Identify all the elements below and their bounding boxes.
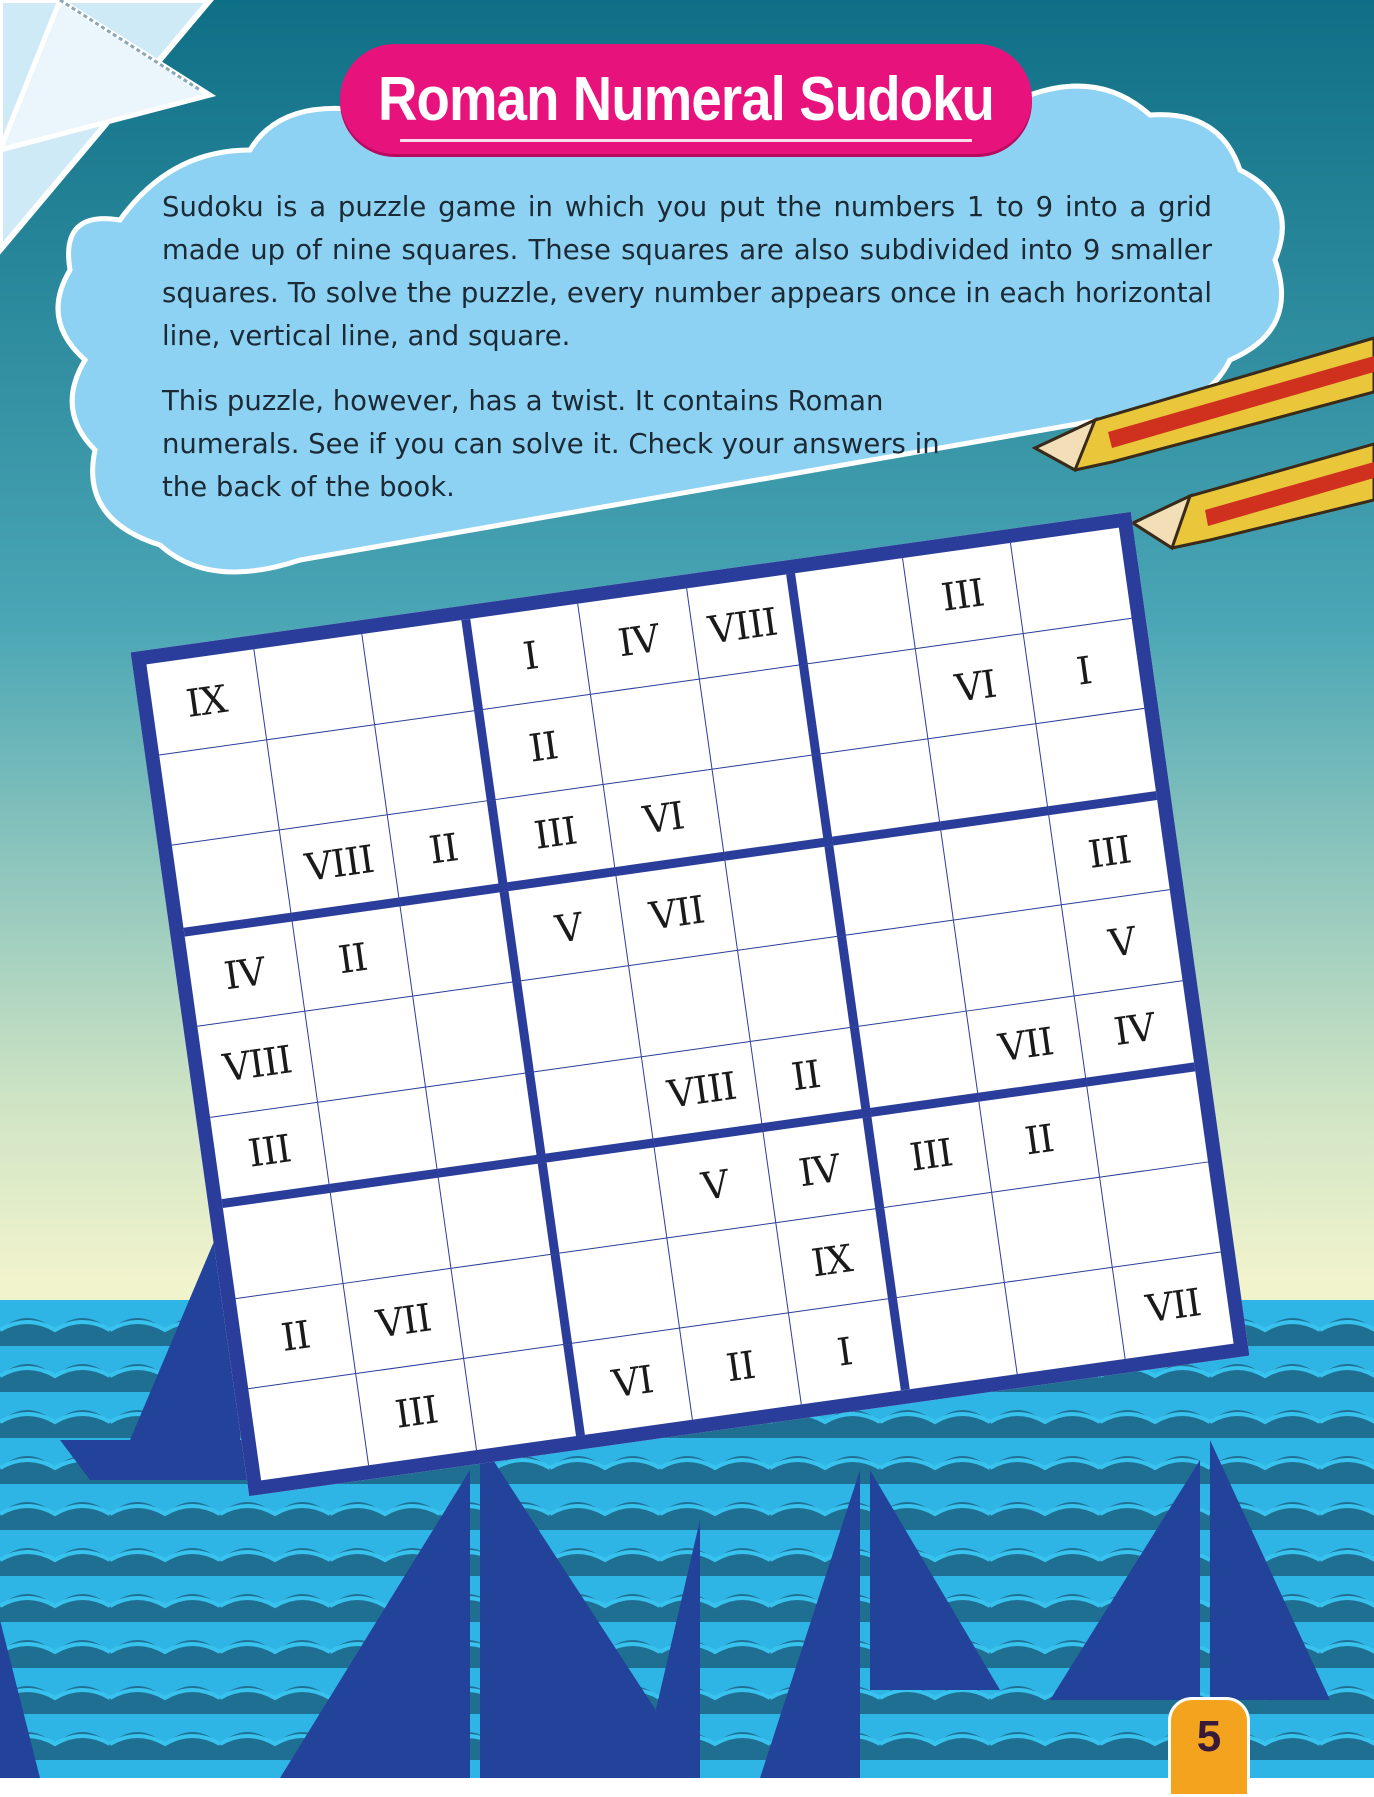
sudoku-cell[interactable] — [401, 891, 522, 997]
sudoku-cell[interactable] — [725, 845, 846, 951]
sudoku-cell: V — [655, 1132, 776, 1238]
sudoku-cell[interactable] — [375, 709, 496, 815]
sudoku-cell[interactable] — [305, 997, 426, 1103]
sudoku-cell: IX — [776, 1208, 897, 1314]
sudoku-cell[interactable] — [795, 558, 916, 664]
sudoku-cell: IX — [146, 649, 267, 755]
sudoku-cell[interactable] — [897, 1283, 1018, 1389]
sudoku-cell[interactable] — [534, 1057, 655, 1163]
sudoku-cell[interactable] — [560, 1238, 681, 1344]
sudoku-cell: II — [681, 1314, 802, 1420]
sudoku-cell: II — [388, 800, 509, 906]
sudoku-cell: VII — [344, 1269, 465, 1375]
sudoku-cell[interactable] — [846, 921, 967, 1027]
page-number-tab — [1168, 1697, 1250, 1797]
sudoku-cell: II — [483, 694, 604, 800]
sudoku-cell: VII — [617, 860, 738, 966]
sudoku-cell[interactable] — [248, 1374, 369, 1480]
sudoku-cell: VII — [966, 996, 1087, 1102]
sudoku-cell: VI — [573, 1329, 694, 1435]
sudoku-cell[interactable] — [699, 664, 820, 770]
sudoku-cell[interactable] — [254, 634, 375, 740]
sudoku-cell: II — [293, 906, 414, 1012]
sudoku-cell[interactable] — [159, 740, 280, 846]
sudoku-cell: I — [471, 604, 592, 710]
page-number: 5 — [1196, 1712, 1222, 1761]
sudoku-cell: IV — [763, 1117, 884, 1223]
sudoku-cell: VIII — [642, 1042, 763, 1148]
sudoku-cell[interactable] — [1100, 1162, 1221, 1268]
sudoku-cell: III — [1049, 800, 1170, 906]
sudoku-cell[interactable] — [941, 815, 1062, 921]
sudoku-cell[interactable] — [464, 1344, 585, 1450]
sudoku-cell[interactable] — [1087, 1072, 1208, 1178]
sudoku-cell: II — [236, 1284, 357, 1390]
sudoku-cell: III — [871, 1102, 992, 1208]
sudoku-cell: IV — [185, 921, 306, 1027]
sudoku-cell[interactable] — [223, 1193, 344, 1299]
sudoku-cell: VIII — [280, 815, 401, 921]
sudoku-cell: IV — [579, 588, 700, 694]
sudoku-cell[interactable] — [858, 1011, 979, 1117]
sudoku-cell[interactable] — [807, 649, 928, 755]
sudoku-cell: V — [1062, 890, 1183, 996]
sudoku-cell[interactable] — [954, 906, 1075, 1012]
sudoku-cell: III — [496, 785, 617, 891]
sudoku-cell[interactable] — [820, 739, 941, 845]
sudoku-cell[interactable] — [439, 1163, 560, 1269]
sudoku-grid — [131, 512, 1250, 1496]
sudoku-cell[interactable] — [318, 1087, 439, 1193]
sudoku-cell: VIII — [197, 1012, 318, 1118]
instructions-paragraph: Sudoku is a puzzle game in which you put the numbers 1 to 9 into a grid made up of nine squares. These squares are also subdivided into 9 smaller squares. To solve the puzzle, every number appears once in each horizontal line, vertical line, and square. — [162, 191, 1212, 352]
sudoku-cell[interactable] — [547, 1148, 668, 1254]
sudoku-cell: I — [789, 1299, 910, 1405]
sudoku-cell[interactable] — [426, 1072, 547, 1178]
sudoku-cell[interactable] — [331, 1178, 452, 1284]
sudoku-cell[interactable] — [992, 1178, 1113, 1284]
sudoku-cell: II — [750, 1027, 871, 1133]
sudoku-cell: IV — [1075, 981, 1196, 1087]
sudoku-cell[interactable] — [668, 1223, 789, 1329]
sudoku-cell: VIII — [687, 573, 808, 679]
sudoku-cell[interactable] — [522, 966, 643, 1072]
sudoku-cell[interactable] — [414, 981, 535, 1087]
sudoku-cell: III — [356, 1359, 477, 1465]
sudoku-cell: V — [509, 876, 630, 982]
sudoku-cell: III — [903, 543, 1024, 649]
title-banner — [340, 44, 1032, 154]
instructions-paragraph: This puzzle, however, has a twist. It contains Roman numerals. See if you can solve it. Check your answers in the back of the book. — [162, 385, 940, 503]
sudoku-cell: III — [210, 1102, 331, 1208]
sudoku-cell[interactable] — [363, 619, 484, 725]
instructions-text — [162, 186, 1212, 531]
sudoku-cell[interactable] — [267, 725, 388, 831]
sudoku-cell[interactable] — [833, 830, 954, 936]
sudoku-cell[interactable] — [1011, 528, 1132, 634]
sudoku-cell[interactable] — [1005, 1268, 1126, 1374]
sudoku-cell: VI — [604, 770, 725, 876]
sudoku-cell: II — [979, 1087, 1100, 1193]
sudoku-cell: I — [1024, 618, 1145, 724]
sudoku-cell[interactable] — [591, 679, 712, 785]
sudoku-cell[interactable] — [738, 936, 859, 1042]
sudoku-cell[interactable] — [884, 1193, 1005, 1299]
sudoku-cell: VII — [1143, 1280, 1204, 1332]
sudoku-cell[interactable] — [452, 1253, 573, 1359]
sudoku-cell[interactable] — [1036, 709, 1157, 815]
sudoku-cell[interactable] — [712, 755, 833, 861]
sudoku-cell[interactable] — [630, 951, 751, 1057]
sudoku-cell[interactable] — [928, 724, 1049, 830]
sudoku-cell[interactable] — [172, 830, 293, 936]
sudoku-cell: VI — [916, 634, 1037, 740]
page-title: Roman Numeral Sudoku — [378, 64, 994, 134]
